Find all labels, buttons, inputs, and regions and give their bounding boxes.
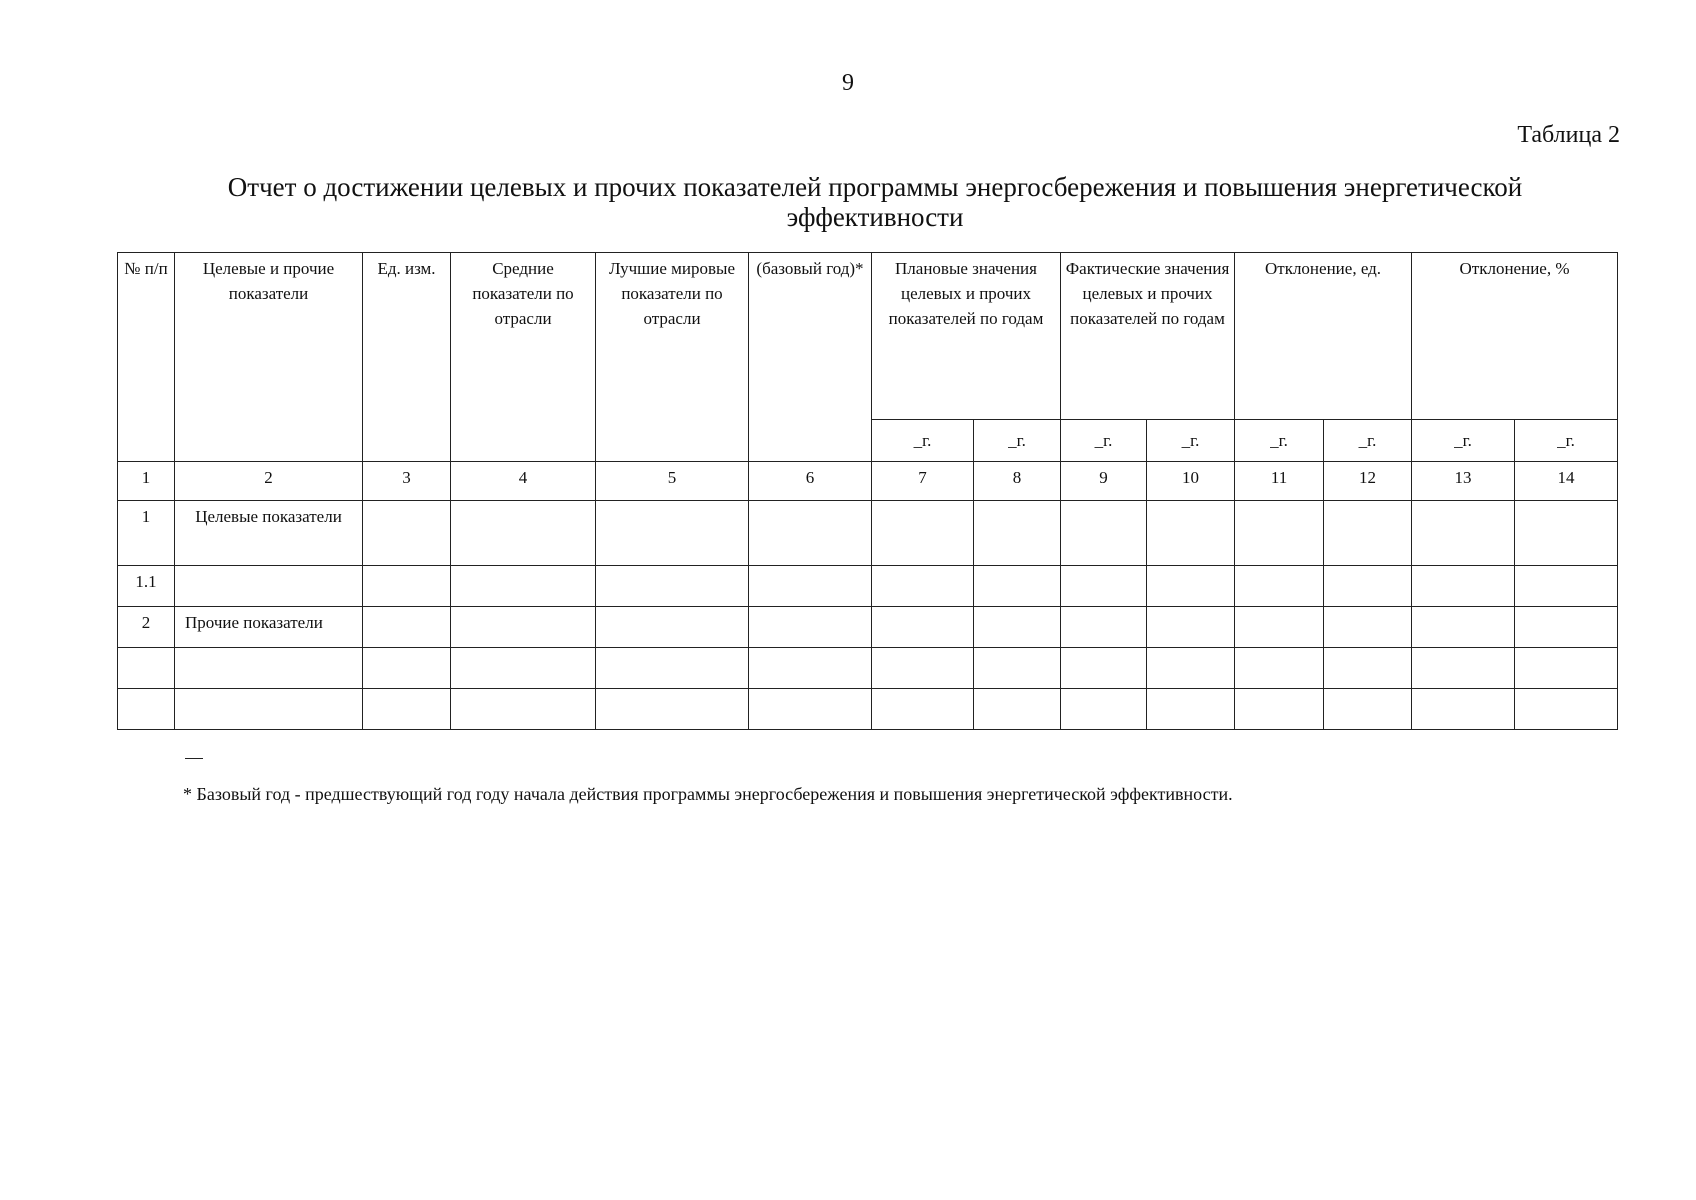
column-number: 6 — [749, 462, 872, 501]
column-number: 5 — [596, 462, 749, 501]
footnote-separator — [185, 758, 203, 759]
empty-cell — [1235, 648, 1324, 689]
table-row — [118, 566, 1618, 607]
empty-cell — [1147, 501, 1235, 566]
empty-cell — [974, 566, 1061, 607]
header-deviation-percent: Отклонение, % — [1412, 253, 1618, 420]
empty-cell — [1061, 607, 1147, 648]
empty-cell — [1324, 566, 1412, 607]
empty-cell — [1515, 648, 1618, 689]
header-planned-values: Плановые значения целевых и прочих показателей по годам — [872, 253, 1061, 420]
empty-cell — [872, 648, 974, 689]
year-cell: _г. — [1235, 420, 1324, 462]
row-number: 2 — [118, 607, 175, 648]
header-row — [118, 253, 1618, 420]
empty-cell — [974, 501, 1061, 566]
empty-cell — [363, 501, 451, 566]
table-row — [118, 607, 1618, 648]
header-unit: Ед. изм. — [363, 253, 451, 462]
empty-cell — [872, 501, 974, 566]
row-label — [175, 648, 363, 689]
row-label: Прочие показатели — [175, 607, 363, 648]
empty-cell — [1061, 648, 1147, 689]
column-number: 8 — [974, 462, 1061, 501]
empty-cell — [749, 648, 872, 689]
empty-cell — [872, 689, 974, 730]
table-label: Таблица 2 — [1517, 122, 1620, 148]
year-cell: _г. — [1412, 420, 1515, 462]
empty-cell — [451, 566, 596, 607]
empty-cell — [1324, 607, 1412, 648]
column-number: 4 — [451, 462, 596, 501]
year-cell: _г. — [1061, 420, 1147, 462]
empty-cell — [1235, 689, 1324, 730]
empty-cell — [749, 566, 872, 607]
empty-cell — [1515, 566, 1618, 607]
header-base-year: (базовый год)* — [749, 253, 872, 462]
empty-cell — [363, 648, 451, 689]
empty-cell — [451, 689, 596, 730]
empty-cell — [451, 648, 596, 689]
empty-cell — [974, 648, 1061, 689]
empty-cell — [1235, 607, 1324, 648]
empty-cell — [1324, 501, 1412, 566]
column-number-row — [118, 462, 1618, 501]
empty-cell — [1147, 689, 1235, 730]
empty-cell — [974, 607, 1061, 648]
empty-cell — [872, 607, 974, 648]
year-cell: _г. — [1324, 420, 1412, 462]
header-deviation-units: Отклонение, ед. — [1235, 253, 1412, 420]
row-label: Целевые показатели — [175, 501, 363, 566]
header-industry-average: Средние показатели по отрасли — [451, 253, 596, 462]
empty-cell — [363, 689, 451, 730]
empty-cell — [596, 689, 749, 730]
year-cell: _г. — [1147, 420, 1235, 462]
report-title: Отчет о достижении целевых и прочих показателей программы энергосбережения и повышения энергетической эффективности — [227, 172, 1523, 232]
empty-cell — [1061, 501, 1147, 566]
row-label — [175, 689, 363, 730]
empty-cell — [1412, 501, 1515, 566]
column-number: 7 — [872, 462, 974, 501]
year-cell: _г. — [1515, 420, 1618, 462]
empty-cell — [596, 648, 749, 689]
empty-cell — [1515, 607, 1618, 648]
empty-cell — [1061, 689, 1147, 730]
column-number: 10 — [1147, 462, 1235, 501]
empty-cell — [363, 566, 451, 607]
column-number: 2 — [175, 462, 363, 501]
year-cell: _г. — [974, 420, 1061, 462]
empty-cell — [1515, 689, 1618, 730]
empty-cell — [1324, 689, 1412, 730]
empty-cell — [1235, 501, 1324, 566]
empty-cell — [1324, 648, 1412, 689]
table-row — [118, 648, 1618, 689]
empty-cell — [596, 501, 749, 566]
row-number: 1.1 — [118, 566, 175, 607]
footnote: * Базовый год - предшествующий год году начала действия программы энергосбережения и повышения энергетической эффективности. — [183, 784, 1233, 804]
empty-cell — [1412, 689, 1515, 730]
empty-cell — [872, 566, 974, 607]
empty-cell — [596, 607, 749, 648]
column-number: 3 — [363, 462, 451, 501]
row-label — [175, 566, 363, 607]
header-actual-values: Фактические значения целевых и прочих показателей по годам — [1061, 253, 1235, 420]
empty-cell — [1515, 501, 1618, 566]
row-number — [118, 648, 175, 689]
empty-cell — [1147, 566, 1235, 607]
empty-cell — [749, 501, 872, 566]
header-number: № п/п — [118, 253, 175, 462]
empty-cell — [1412, 648, 1515, 689]
empty-cell — [451, 607, 596, 648]
empty-cell — [1147, 648, 1235, 689]
row-number — [118, 689, 175, 730]
column-number: 14 — [1515, 462, 1618, 501]
table-row — [118, 501, 1618, 566]
row-number: 1 — [118, 501, 175, 566]
column-number: 12 — [1324, 462, 1412, 501]
page-number: 9 — [842, 70, 854, 96]
empty-cell — [1061, 566, 1147, 607]
column-number: 11 — [1235, 462, 1324, 501]
table-row — [118, 689, 1618, 730]
empty-cell — [1147, 607, 1235, 648]
report-table — [117, 252, 1618, 730]
empty-cell — [1412, 607, 1515, 648]
empty-cell — [749, 607, 872, 648]
column-number: 9 — [1061, 462, 1147, 501]
column-number: 13 — [1412, 462, 1515, 501]
header-world-best: Лучшие мировые показатели по отрасли — [596, 253, 749, 462]
empty-cell — [451, 501, 596, 566]
empty-cell — [1412, 566, 1515, 607]
empty-cell — [363, 607, 451, 648]
empty-cell — [596, 566, 749, 607]
year-cell: _г. — [872, 420, 974, 462]
header-indicators: Целевые и прочие показатели — [175, 253, 363, 462]
empty-cell — [1235, 566, 1324, 607]
column-number: 1 — [118, 462, 175, 501]
empty-cell — [974, 689, 1061, 730]
empty-cell — [749, 689, 872, 730]
